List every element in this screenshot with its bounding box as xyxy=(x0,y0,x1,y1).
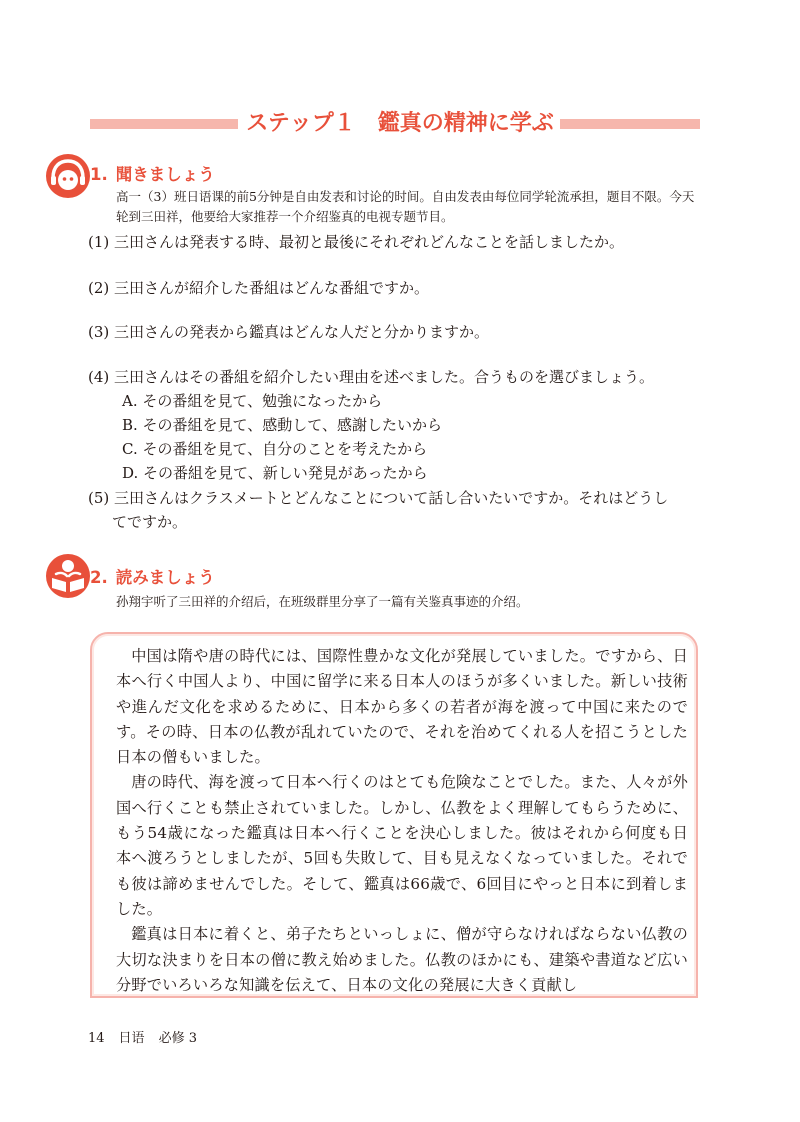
passage-paragraph-2: 唐の時代、海を渡って日本へ行くのはとても危険なことでした。また、人々が外国へ行くことも禁止されていました。しかし、仏教をよく理解してもらうために、もう54歳になった鑑真は日本へ行くことを決心しました。彼はそれから何度も日本へ渡ろうとしましたが、5回も失敗して、目も見えなくなっていました。それでも彼は諦めませんでした。そして、鑑真は66歳で、6回目にやっと日本に到着しました。 xyxy=(116,773,688,918)
section1-heading xyxy=(90,161,215,185)
passage-paragraph-1: 中国は隋や唐の時代には、国際性豊かな文化が発展していました。ですから、日本へ行く中国人より、中国に留学に来る日本人のほうが多くいました。新しい技術や進んだ文化を求めるために、日本から多くの若者が海を渡って中国に来たのです。その時、日本の仏教が乱れていたので、それを治めてくれる人を招こうとした日本の僧もいました。 xyxy=(116,647,688,767)
book-volume: 必修 3 xyxy=(158,1031,197,1046)
page-footer xyxy=(88,1027,211,1046)
question-4: (4) 三田さんはその番組を紹介したい理由を述べました。合うものを選びましょう。 xyxy=(88,368,655,386)
page-number: 14 xyxy=(88,1031,105,1046)
question-5-line1: (5) 三田さんはクラスメートとどんなことについて話し合いたいですか。それはどうし xyxy=(88,489,669,507)
section2-intro: 孙翔宇听了三田祥的介绍后，在班级群里分享了一篇有关鉴真事迹的介绍。 xyxy=(116,594,529,609)
option-d: D. その番組を見て、新しい発見があったから xyxy=(122,464,428,482)
question-3: (3) 三田さんの発表から鑑真はどんな人だと分かりますか。 xyxy=(88,323,490,341)
question-2: (2) 三田さんが紹介した番組はどんな番組ですか。 xyxy=(88,279,430,297)
section1-number: 1. xyxy=(90,165,108,184)
option-c: C. その番組を見て、自分のことを考えたから xyxy=(122,440,428,458)
reading-book-icon xyxy=(44,552,92,600)
section2-heading xyxy=(90,564,215,588)
question-5-line2: てですか。 xyxy=(112,513,188,531)
header-bar-left xyxy=(90,119,238,129)
section2-number: 2. xyxy=(90,568,108,587)
listening-face-icon xyxy=(44,152,92,200)
header-bar-right xyxy=(560,119,700,129)
option-b: B. その番組を見て、感動して、感謝したいから xyxy=(122,416,442,434)
section2-title: 読みましょう xyxy=(115,568,215,587)
section1-title: 聞きましょう xyxy=(115,165,215,184)
question-1: (1) 三田さんは発表する時、最初と最後にそれぞれどんなことを話しましたか。 xyxy=(88,233,625,251)
page-title: ステップ１ 鑑真の精神に学ぶ xyxy=(246,111,554,136)
passage-paragraph-3: 鑑真は日本に着くと、弟子たちといっしょに、僧が守らなければならない仏教の大切な決まりを日本の僧に教え始めました。仏教のほかにも、建築や書道など広い分野でいろいろな知識を伝えて、日本の文化の発展に大きく貢献し xyxy=(116,925,688,994)
option-a: A. その番組を見て、勉強になったから xyxy=(122,392,383,410)
book-title: 日语 xyxy=(118,1031,145,1046)
section1-intro: 高一（3）班日语课的前5分钟是自由发表和讨论的时间。自由发表由每位同学轮流承担，题目不限。今天轮到三田祥，他要给大家推荐一个介绍鉴真的电视专题节目。 xyxy=(116,189,695,224)
reading-passage xyxy=(116,644,688,998)
